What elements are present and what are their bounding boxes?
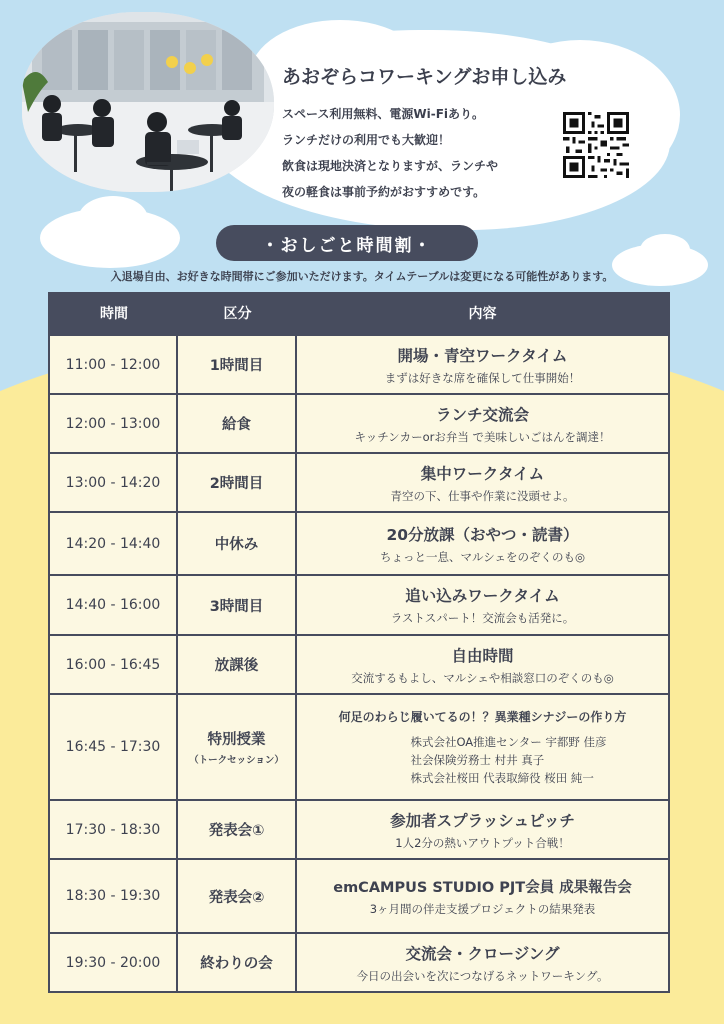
speaker-name: 株式会社OA推進センター 宇都野 佳彦 bbox=[410, 734, 607, 749]
header-line: スペース利用無料、電源Wi-Fiあり。 bbox=[282, 107, 485, 121]
time-cell: 14:40 - 16:00 bbox=[50, 576, 176, 634]
session-title: 20分放課（おやつ・読書） bbox=[386, 525, 579, 544]
header-description bbox=[282, 101, 602, 205]
category-cell: 3時間目 bbox=[178, 576, 295, 634]
cloud-decoration bbox=[78, 196, 148, 242]
time-cell: 18:30 - 19:30 bbox=[50, 860, 176, 932]
content-cell bbox=[297, 695, 668, 799]
table-row bbox=[50, 454, 668, 511]
timetable bbox=[48, 292, 670, 993]
content-cell bbox=[297, 395, 668, 452]
category-cell: 2時間目 bbox=[178, 454, 295, 511]
time-cell: 19:30 - 20:00 bbox=[50, 934, 176, 991]
table-row bbox=[50, 801, 668, 858]
session-title: 自由時間 bbox=[451, 646, 514, 665]
category-cell: 発表会① bbox=[178, 801, 295, 858]
header-line: ランチだけの利用でも大歓迎！ bbox=[282, 133, 451, 147]
table-row bbox=[50, 576, 668, 634]
category-sublabel: （トークセッション） bbox=[189, 755, 284, 766]
content-cell bbox=[297, 636, 668, 693]
table-row bbox=[50, 513, 668, 574]
column-header-time: 時間 bbox=[100, 306, 128, 322]
session-title: 開場・青空ワークタイム bbox=[397, 346, 568, 365]
category-cell: 1時間目 bbox=[178, 336, 295, 393]
content-cell bbox=[297, 801, 668, 858]
coworking-photo bbox=[22, 12, 274, 192]
header-line: 夜の軽食は事前予約がおすすめです。 bbox=[282, 185, 486, 199]
table-row bbox=[50, 934, 668, 991]
content-cell bbox=[297, 934, 668, 991]
category-cell: 発表会② bbox=[178, 860, 295, 932]
session-description: 今日の出会いを次につなげるネットワーキング。 bbox=[356, 968, 609, 983]
column-header-content: 内容 bbox=[468, 306, 497, 322]
time-cell: 16:00 - 16:45 bbox=[50, 636, 176, 693]
speaker-name: 株式会社桜田 代表取締役 桜田 純一 bbox=[410, 770, 594, 785]
table-row bbox=[50, 395, 668, 452]
session-title: emCAMPUS STUDIO PJT会員 成果報告会 bbox=[333, 879, 632, 896]
table-row-special bbox=[50, 695, 668, 799]
category-cell: 中休み bbox=[178, 513, 295, 574]
section-title: ・おしごと時間割・ bbox=[216, 225, 478, 261]
session-description: まずは好きな席を確保して仕事開始！ bbox=[384, 370, 581, 385]
time-cell: 17:30 - 18:30 bbox=[50, 801, 176, 858]
session-title: 集中ワークタイム bbox=[420, 464, 545, 483]
session-description: 青空の下、仕事や作業に没頭せよ。 bbox=[390, 488, 575, 503]
session-title: 交流会・クロージング bbox=[405, 944, 560, 963]
time-cell: 12:00 - 13:00 bbox=[50, 395, 176, 452]
table-header bbox=[50, 292, 668, 334]
cloud-decoration bbox=[640, 234, 690, 266]
header-line: 飲食は現地決済となりますが、ランチや bbox=[282, 159, 499, 173]
session-description: キッチンカーorお弁当 で美味しいごはんを調達！ bbox=[354, 429, 611, 444]
session-title: ランチ交流会 bbox=[435, 405, 529, 424]
category-label: 特別授業 bbox=[207, 732, 266, 748]
content-cell bbox=[297, 860, 668, 932]
table-row bbox=[50, 636, 668, 693]
category-cell: 終わりの会 bbox=[178, 934, 295, 991]
session-title: 追い込みワークタイム bbox=[405, 587, 560, 605]
time-cell: 14:20 - 14:40 bbox=[50, 513, 176, 574]
time-cell: 13:00 - 14:20 bbox=[50, 454, 176, 511]
speaker-list bbox=[358, 733, 606, 787]
qr-code-icon[interactable] bbox=[563, 112, 629, 178]
speaker-name: 社会保険労務士 村井 真子 bbox=[410, 752, 545, 767]
content-cell bbox=[297, 454, 668, 511]
time-cell: 11:00 - 12:00 bbox=[50, 336, 176, 393]
session-title: 何足のわらじ履いてるの！？異業種シナジーの作り方 bbox=[338, 709, 627, 724]
time-cell: 16:45 - 17:30 bbox=[50, 695, 176, 799]
category-cell: 放課後 bbox=[178, 636, 295, 693]
session-description: ちょっと一息、マルシェをのぞくのも◎ bbox=[379, 549, 585, 564]
table-row bbox=[50, 336, 668, 393]
category-cell bbox=[178, 695, 295, 799]
content-cell bbox=[297, 513, 668, 574]
column-header-category: 区分 bbox=[223, 306, 252, 322]
content-cell bbox=[297, 336, 668, 393]
category-cell: 給食 bbox=[178, 395, 295, 452]
session-title: 参加者スプラッシュピッチ bbox=[390, 811, 575, 830]
session-description: 1人2分の熱いアウトプット合戦！ bbox=[395, 835, 570, 850]
notice-text: 入退場自由、お好きな時間帯にご参加いただけます。タイムテーブルは変更になる可能性があります。 bbox=[110, 270, 614, 283]
header-title: あおぞらコワーキングお申し込み bbox=[282, 66, 567, 88]
table-row bbox=[50, 860, 668, 932]
header bbox=[282, 62, 602, 205]
session-description: 交流するもよし、マルシェや相談窓口のぞくのも◎ bbox=[351, 670, 614, 685]
content-cell bbox=[297, 576, 668, 634]
session-description: 3ヶ月間の伴走支援プロジェクトの結果発表 bbox=[369, 901, 596, 916]
session-description: ラストスパート！交流会も活発に。 bbox=[390, 611, 575, 625]
